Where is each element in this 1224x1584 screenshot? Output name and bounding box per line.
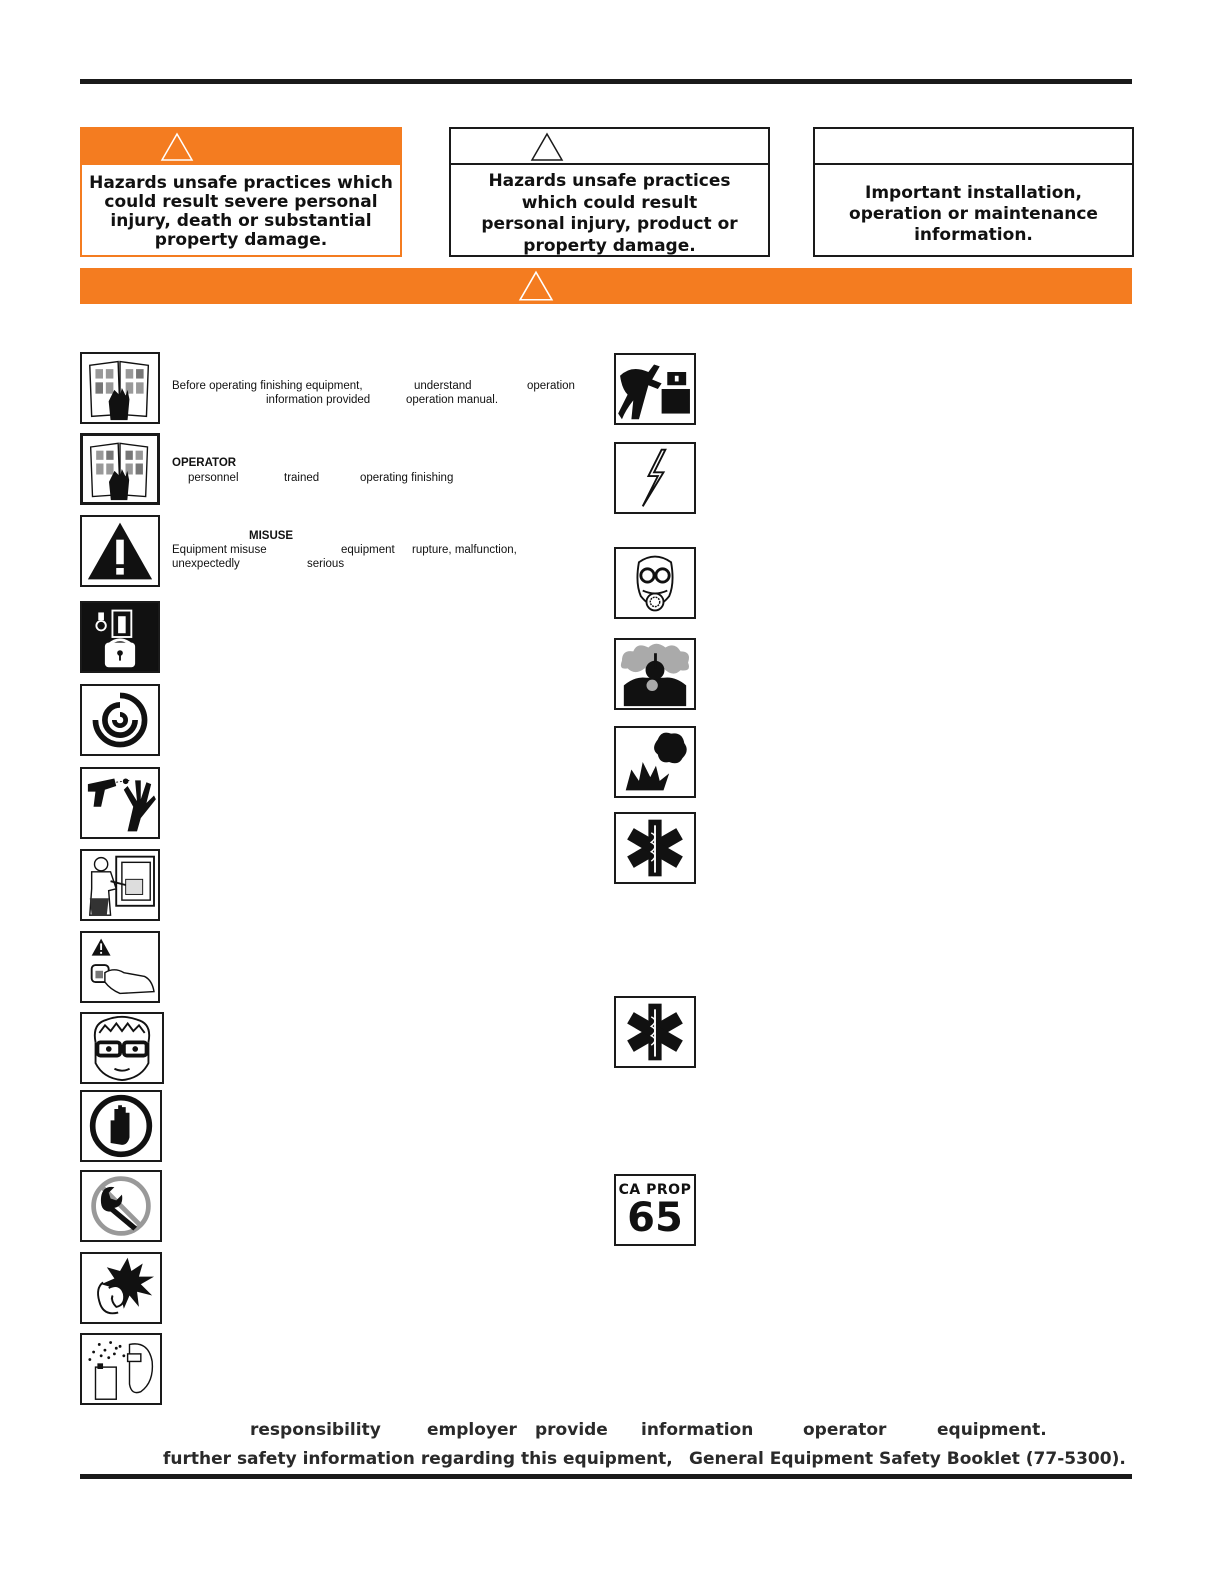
footer-line-1-word-3: provide [535, 1420, 608, 1440]
top-rule [80, 79, 1132, 84]
caution-box-text: Hazards unsafe practices which could result personal injury, product or property damage. [481, 171, 738, 256]
note-box-text: Important installation, operation or maintenance information. [849, 183, 1098, 245]
warning-triangle-icon [160, 132, 194, 162]
hearing-protection-icon [80, 1252, 162, 1324]
toxic-fumes-icon [614, 638, 696, 710]
trigger-lock-icon [80, 931, 160, 1003]
warning-banner [80, 268, 1132, 304]
footer-line-2-part-1: further safety information regarding this equipment, [163, 1449, 673, 1469]
read-manual-icon [80, 352, 160, 424]
operator-manual-icon [80, 433, 160, 505]
electric-shock-icon [614, 442, 696, 514]
warning-box-text: Hazards unsafe practices which could result severe personal injury, death or substantial property damage. [89, 173, 393, 250]
note-box-header [815, 129, 1132, 165]
medical-alert-icon [614, 812, 696, 884]
footer-line-1-word-4: information [641, 1420, 754, 1440]
bottom-rule [80, 1474, 1132, 1479]
footer-line-1-word-6: equipment. [937, 1420, 1047, 1440]
respirator-icon [614, 547, 696, 619]
footer-line-1-word-5: operator [803, 1420, 887, 1440]
footer-line-2-part-2: General Equipment Safety Booklet (77-5300). [689, 1449, 1126, 1469]
protective-clothing-icon [80, 849, 160, 921]
banner-triangle-icon [518, 270, 554, 302]
general-warning-icon [80, 515, 160, 587]
rotating-parts-icon [80, 684, 160, 756]
note-box [813, 127, 1134, 257]
warning-box [80, 127, 402, 257]
ca-prop65-icon: CA PROP 65 [614, 1174, 696, 1246]
injection-hazard-icon [80, 767, 160, 839]
caution-box [449, 127, 770, 257]
eye-protection-icon [80, 1012, 164, 1084]
lockout-icon [80, 601, 160, 673]
footer-line-1-word-1: responsibility [250, 1420, 381, 1440]
medical-alert-icon-2 [614, 996, 696, 1068]
footer-line-1-word-2: employer [427, 1420, 517, 1440]
hand-protection-icon [80, 1090, 162, 1162]
no-modification-icon [80, 1170, 162, 1242]
explosion-icon [614, 726, 696, 798]
fluid-spray-icon [80, 1333, 162, 1405]
warning-box-header [82, 129, 400, 165]
caution-box-header [451, 129, 768, 165]
caution-triangle-icon [530, 132, 564, 162]
hand-injury-icon [614, 353, 696, 425]
